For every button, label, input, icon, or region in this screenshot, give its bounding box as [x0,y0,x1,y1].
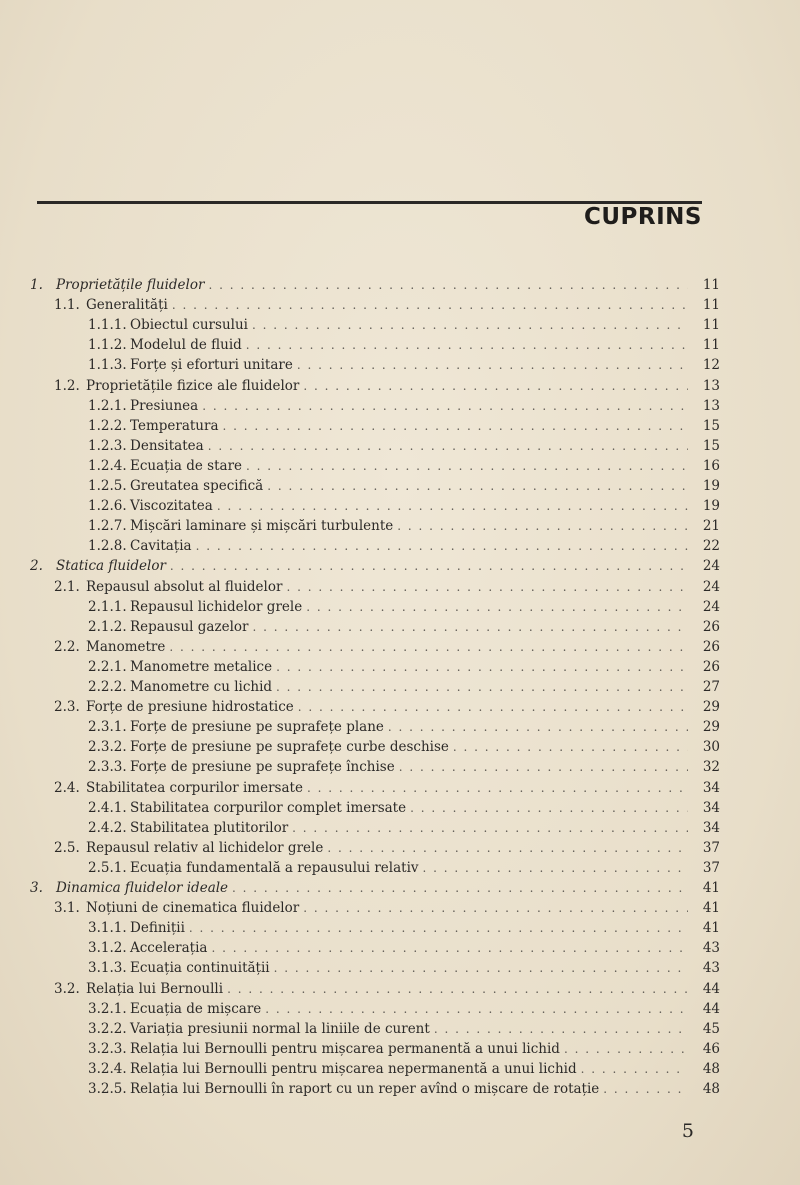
toc-entry-number: 1.1.3. [88,357,127,374]
toc-dot-leader [581,1059,688,1079]
toc-entry-title: Forțe de presiune hidrostatice [86,699,294,716]
toc-entry-number: 3.2.5. [88,1081,127,1097]
toc-entry-title: Variația presiunii normal la liniile de curent [130,1020,430,1037]
toc-entry-page: 15 [702,417,720,434]
toc-entry [30,315,720,335]
toc-entry-page: 41 [702,900,720,917]
toc-entry-title: Statica fluidelor [56,558,166,575]
toc-entry-page: 44 [702,980,720,997]
toc-entry-title: Forțe de presiune pe suprafețe curbe deschise [130,739,449,756]
toc-entry [30,1059,720,1079]
toc-dot-leader [267,476,688,496]
toc-entry-page: 24 [702,558,720,575]
toc-entry-number: 1.1.2. [88,337,127,354]
toc-entry-page: 30 [702,739,720,756]
toc-entry-number: 3.2. [54,980,80,997]
toc-entry-page: 34 [702,779,720,796]
toc-entry-title: Manometre [86,638,166,655]
toc-entry-page: 29 [702,699,720,716]
toc-entry [30,335,720,355]
toc-entry-title: Forțe și eforturi unitare [130,357,293,374]
toc-entry-number: 3.2.3. [88,1040,127,1057]
toc-entry-page: 19 [702,498,720,515]
toc-entry-number: 2.4. [54,779,80,796]
toc-entry [30,1039,720,1059]
toc-entry-page: 45 [702,1020,720,1037]
toc-entry-page: 11 [702,317,720,334]
toc-entry-number: 2.3.3. [88,759,127,776]
toc-dot-leader [286,577,688,597]
toc-entry-number: 3. [30,880,43,896]
toc-entry-title: Repausul absolut al fluidelor [86,578,283,595]
toc-entry [30,677,720,697]
toc-dot-leader [246,335,688,355]
toc-dot-leader [169,637,688,657]
toc-entry-number: 2.1.1. [88,598,127,615]
toc-entry-number: 2.5. [54,839,80,856]
toc-entry-number: 2.4.2. [88,819,127,836]
toc-entry-title: Stabilitatea corpurilor complet imersate [130,799,407,816]
toc-entry [30,396,720,416]
toc-entry [30,979,720,999]
toc-entry-title: Viscozitatea [130,498,213,515]
toc-dot-leader [223,416,688,436]
toc-entry-number: 2.3. [54,699,80,716]
toc-entry-page: 44 [702,1000,720,1017]
toc-entry-number: 1.2.6. [88,498,127,515]
toc-entry [30,1019,720,1039]
toc-entry-page: 48 [702,1081,720,1097]
toc-dot-leader [276,677,688,697]
toc-dot-leader [227,979,688,999]
toc-dot-leader [252,617,688,637]
toc-entry-number: 1.2.7. [88,518,127,535]
toc-entry-number: 3.1.2. [88,940,127,957]
toc-entry-page: 15 [702,437,720,454]
toc-entry [30,1079,720,1099]
toc-entry-page: 34 [702,819,720,836]
toc-dot-leader [172,295,688,315]
toc-entry-title: Forțe de presiune pe suprafețe închise [130,759,395,776]
toc-entry-title: Densitatea [130,437,204,454]
toc-entry [30,778,720,798]
toc-entry-page: 16 [702,457,720,474]
toc-dot-leader [410,798,688,818]
toc-entry-number: 3.1.3. [88,960,127,977]
toc-entry-title: Presiunea [130,397,199,414]
toc-entry-title: Definiții [130,920,185,937]
toc-entry-page: 43 [702,960,720,977]
toc-entry-page: 37 [702,839,720,856]
toc-entry-page: 11 [702,277,720,293]
toc-entry-page: 19 [702,478,720,494]
toc-entry-title: Ecuația continuității [130,960,270,977]
toc-dot-leader [211,938,688,958]
toc-entry-number: 1. [30,277,43,293]
toc-entry-page: 24 [702,578,720,595]
toc-entry [30,717,720,737]
toc-entry [30,958,720,978]
toc-dot-leader [202,396,688,416]
toc-dot-leader [196,536,688,556]
toc-entry-number: 3.2.1. [88,1000,127,1017]
toc-entry [30,838,720,858]
toc-entry-number: 2.3.1. [88,719,127,736]
toc-entry-title: Mișcări laminare și mișcări turbulente [130,518,394,535]
toc-dot-leader [170,556,688,576]
toc-dot-leader [292,818,688,838]
toc-entry-title: Accelerația [130,940,208,957]
toc-entry [30,798,720,818]
toc-dot-leader [274,958,688,978]
toc-entry-number: 1.2.3. [88,437,127,454]
toc-entry-title: Ecuația fundamentală a repausului relativ [130,859,419,876]
toc-entry [30,536,720,556]
toc-entry [30,496,720,516]
toc-entry-page: 34 [702,799,720,816]
toc-entry-page: 48 [702,1060,720,1077]
toc-entry [30,637,720,657]
toc-entry-title: Dinamica fluidelor ideale [56,880,229,896]
toc-entry-title: Modelul de fluid [130,337,242,354]
toc-entry [30,918,720,938]
toc-entry-page: 41 [702,880,720,896]
toc-entry [30,657,720,677]
toc-entry-page: 29 [702,719,720,736]
toc-entry [30,597,720,617]
toc-dot-leader [232,878,688,898]
toc-entry [30,898,720,918]
toc-entry-number: 2.1. [54,578,80,595]
toc-entry-title: Noțiuni de cinematica fluidelor [86,900,300,917]
toc-dot-leader [297,355,688,375]
toc-entry-number: 3.1. [54,900,80,917]
toc-dot-leader [434,1019,688,1039]
toc-dot-leader [453,737,688,757]
toc-entry-title: Proprietățile fizice ale fluidelor [86,377,300,394]
toc-entry-title: Forțe de presiune pe suprafețe plane [130,719,384,736]
toc-entry-page: 21 [702,518,720,535]
toc-entry-number: 2. [30,558,43,575]
toc-entry-page: 37 [702,859,720,876]
toc-entry [30,355,720,375]
toc-entry [30,757,720,777]
toc-entry [30,737,720,757]
toc-entry [30,697,720,717]
toc-dot-leader [306,597,688,617]
toc-entry-page: 26 [702,618,720,635]
toc-entry-title: Temperatura [130,417,219,434]
toc-entry [30,416,720,436]
toc-dot-leader [189,918,688,938]
toc-entry-title: Generalități [86,297,168,314]
toc-entry-title: Relația lui Bernoulli pentru mișcarea nepermanentă a unui lichid [130,1060,577,1077]
toc-entry-number: 3.2.4. [88,1060,127,1077]
toc-dot-leader [217,496,688,516]
toc-entry-number: 1.2.4. [88,457,127,474]
toc-entry-page: 13 [702,377,720,394]
toc-entry-number: 2.2.1. [88,658,127,675]
toc-dot-leader [399,757,688,777]
toc-dot-leader [603,1079,688,1099]
toc-dot-leader [397,516,688,536]
toc-entry [30,456,720,476]
toc-dot-leader [327,838,688,858]
toc-entry-title: Repausul gazelor [130,618,249,635]
toc-entry-number: 2.4.1. [88,799,127,816]
toc-entry [30,275,720,295]
toc-entry-title: Manometre cu lichid [130,679,273,695]
toc-entry-page: 26 [702,638,720,655]
toc-entry-page: 26 [702,658,720,675]
toc-entry-title: Greutatea specifică [130,478,264,494]
toc-dot-leader [276,657,688,677]
toc-entry-number: 2.2.2. [88,679,127,695]
toc-entry-title: Relația lui Bernoulli în raport cu un reper avînd o mișcare de rotație [130,1081,600,1097]
toc-dot-leader [564,1039,688,1059]
toc-entry-number: 1.1. [54,297,80,314]
toc-entry [30,516,720,536]
toc-dot-leader [388,717,688,737]
toc-entry-number: 1.2.2. [88,417,127,434]
toc-entry [30,476,720,496]
toc-entry-number: 1.2.5. [88,478,127,494]
toc-entry-number: 1.2.8. [88,538,127,555]
toc-entry-title: Cavitația [130,538,192,555]
toc-entry-title: Manometre metalice [130,658,273,675]
toc-entry-page: 22 [702,538,720,555]
toc-entry-page: 12 [702,357,720,374]
page-title: CUPRINS [584,204,702,230]
toc-entry [30,818,720,838]
toc-entry-page: 11 [702,337,720,354]
toc-dot-leader [208,275,688,295]
toc-entry [30,577,720,597]
toc-entry-number: 3.2.2. [88,1020,127,1037]
toc-entry-page: 27 [702,679,720,695]
toc-entry-title: Ecuația de mișcare [130,1000,262,1017]
toc-dot-leader [303,376,688,396]
toc-dot-leader [246,456,688,476]
toc-entry-title: Ecuația de stare [130,457,243,474]
toc-entry-title: Repausul lichidelor grele [130,598,303,615]
toc-entry-title: Relația lui Bernoulli [86,980,224,997]
toc-entry [30,617,720,637]
toc-entry [30,556,720,576]
toc-entry-title: Relația lui Bernoulli pentru mișcarea permanentă a unui lichid [130,1040,560,1057]
toc-dot-leader [298,697,688,717]
toc-entry-title: Stabilitatea corpurilor imersate [86,779,303,796]
toc-dot-leader [423,858,688,878]
toc-entry-page: 32 [702,759,720,776]
toc-entry [30,999,720,1019]
toc-entry-number: 1.1.1. [88,317,127,334]
page-number: 5 [681,1120,694,1142]
toc-entry-page: 24 [702,598,720,615]
toc-entry [30,376,720,396]
toc-entry-title: Repausul relativ al lichidelor grele [86,839,324,856]
toc-entry [30,938,720,958]
toc-entry-page: 46 [702,1040,720,1057]
toc-dot-leader [208,436,688,456]
toc-entry-page: 41 [702,920,720,937]
toc-dot-leader [265,999,688,1019]
toc-entry [30,295,720,315]
toc-entry-number: 2.3.2. [88,739,127,756]
toc-entry [30,436,720,456]
toc-dot-leader [252,315,688,335]
toc-entry [30,878,720,898]
toc-entry-title: Obiectul cursului [130,317,248,334]
toc-entry-number: 3.1.1. [88,920,127,937]
toc-entry-number: 1.2.1. [88,397,127,414]
toc-dot-leader [303,898,688,918]
toc-entry-page: 13 [702,397,720,414]
toc-entry-page: 11 [702,297,720,314]
toc-entry-title: Stabilitatea plutitorilor [130,819,289,836]
toc-entry-number: 2.5.1. [88,859,127,876]
toc-entry-page: 43 [702,940,720,957]
toc-entry-number: 1.2. [54,377,80,394]
toc-entry-number: 2.2. [54,638,80,655]
toc-dot-leader [307,778,688,798]
toc-entry-number: 2.1.2. [88,618,127,635]
toc-entry-title: Proprietățile fluidelor [56,277,205,293]
toc-entry [30,858,720,878]
